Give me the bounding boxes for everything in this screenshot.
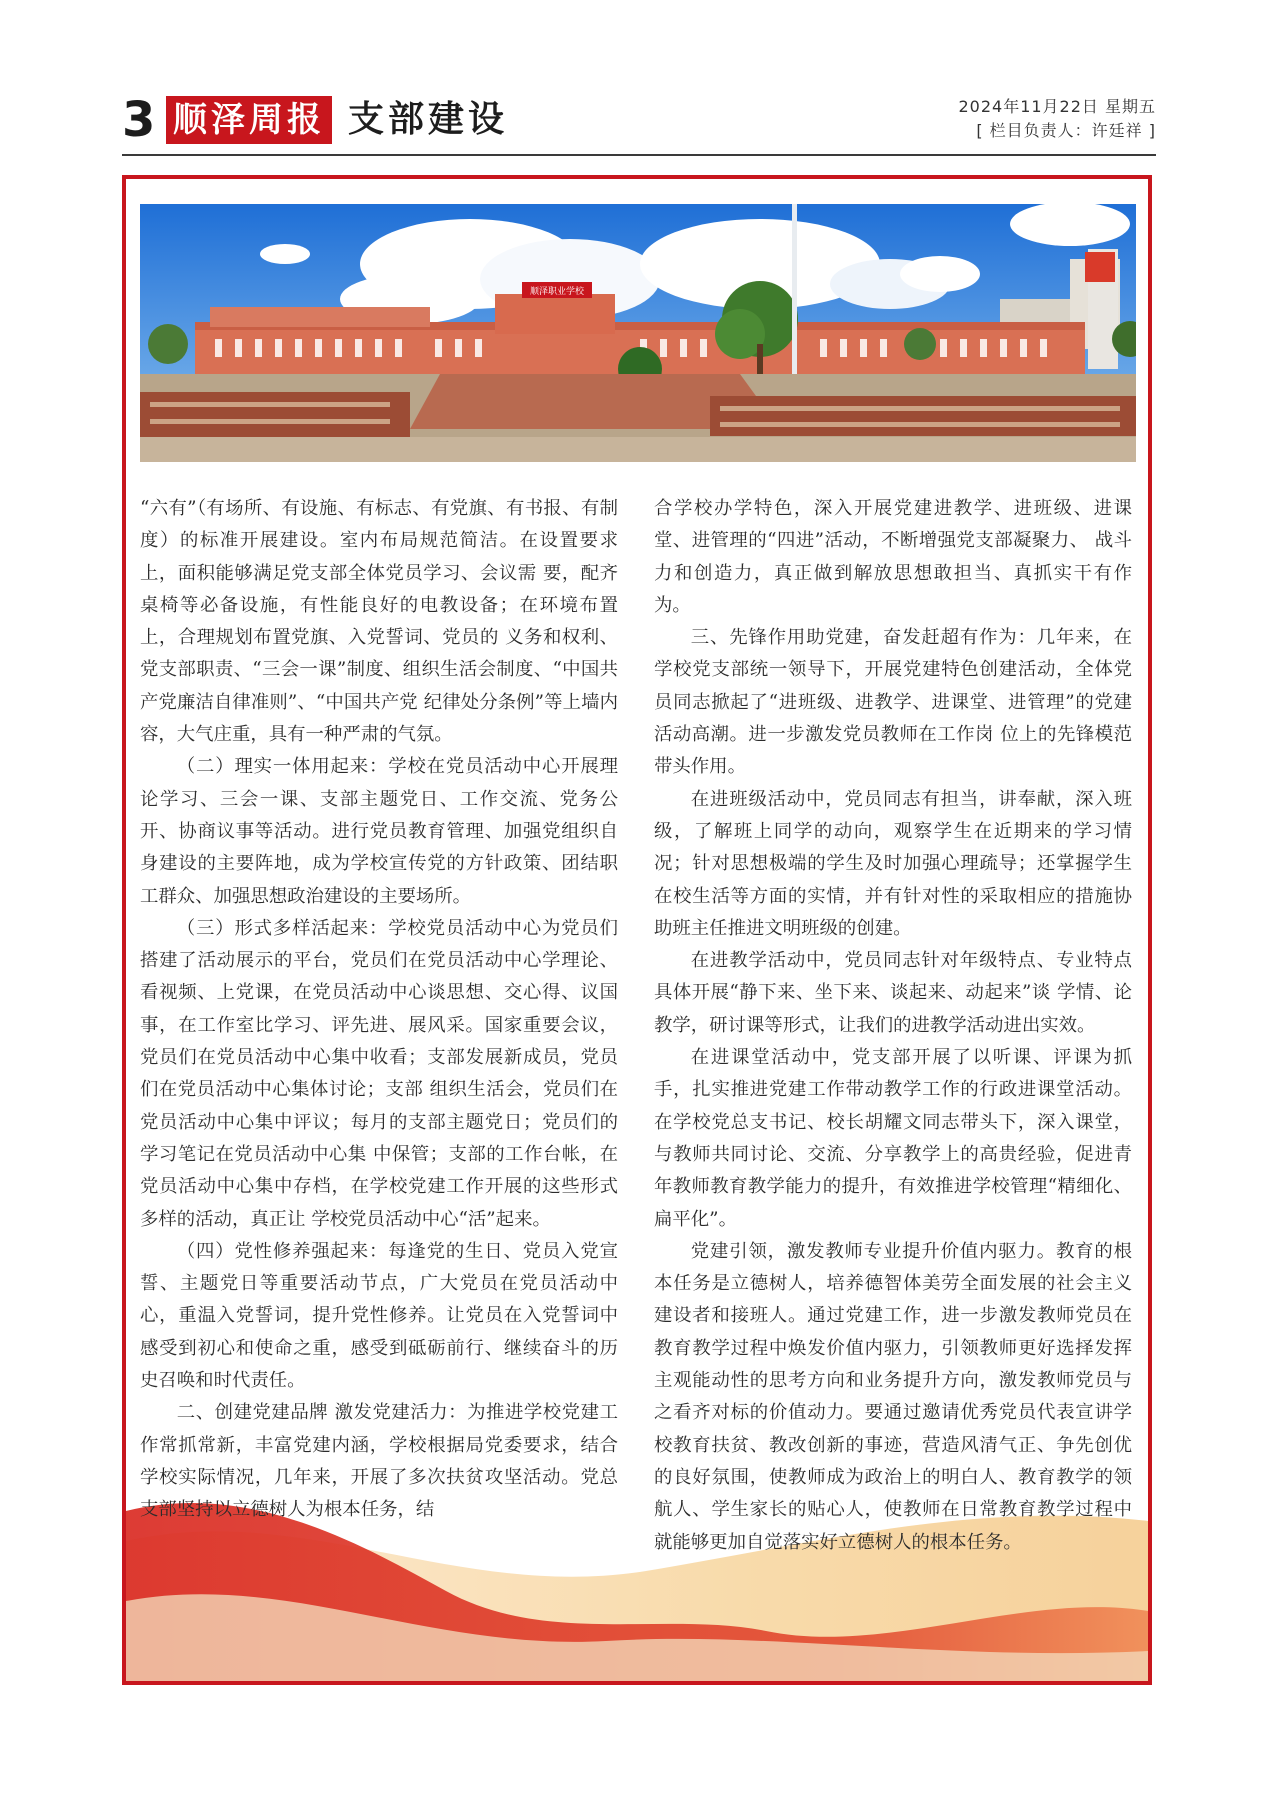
- paragraph: 在进教学活动中，党员同志针对年级特点、专业特点具体开展“静下来、坐下来、谈起来、动起来”谈 学情、论教学，研讨课等形式，让我们的进教学活动进出实效。: [654, 950, 1132, 1036]
- article-body: [126, 179, 1148, 1681]
- content-frame: [122, 175, 1152, 1685]
- paragraph: 党建引领，激发教师专业提升价值内驱力。教育的根本任务是立德树人，培养德智体美劳全面发展的社会主义建设者和接班人。通过党建工作，进一步激发教师党员在教育教学过程中焕发价值内驱力，引领教师更好选择发挥主观能动性的思考方向和业务提升方向，激发教师党员与之看齐对标的价值动力。要通过邀请优秀党员代表宣讲学校教育扶贫、教改创新的事迹，营造风清气正、争先创优的良好氛围，使教师成为政治上的明白人、教育教学的领航人、学生家长的贴心人，使教师在日常教育教学过程中就能够更加自觉落实好立德树人的根本任务。: [654, 1240, 1132, 1553]
- paragraph: 在进班级活动中，党员同志有担当，讲奉献，深入班级，了解班上同学的动向，观察学生在近期来的学习情况；针对思想极端的学生及时加强心理疏导；还掌握学生在校生活等方面的实情，并有针对性的采取相应的措施协助班主任推进文明班级的创建。: [654, 788, 1132, 939]
- newspaper-logo: 顺泽周报: [166, 96, 332, 144]
- column-editor: [ 栏目负责人：许廷祥 ]: [976, 121, 1156, 140]
- section-title: 支部建设: [348, 99, 509, 140]
- article-column-right: [654, 493, 1132, 1559]
- masthead: [122, 90, 1156, 152]
- paragraph: 在进课堂活动中，党支部开展了以听课、评课为抓手，扎实推进党建工作带动教学工作的行政进课堂活动。在学校党总支书记、校长胡耀文同志带头下，深入课堂，与教师共同讨论、交流、分享教学上的高贵经验，促进青年教师教育教学能力的提升，有效推进学校管理“精细化、扁平化”。: [654, 1047, 1132, 1230]
- paragraph: （三）形式多样活起来：学校党员活动中心为党员们搭建了活动展示的平台，党员们在党员活动中心学理论、看视频、上党课，在党员活动中心谈思想、交心得、议国事，在工作室比学习、评先进、展风采。国家重要会议，党员们在党员活动中心集中收看；支部发展新成员，党员们在党员活动中心集体讨论；支部 组织生活会，党员们在党员活动中心集中评议；每月的支部主题党日；党员们的学习笔记在党员活动中心集 中保管；支部的工作台帐，在党员活动中心集中存档，在学校党建工作开展的这些形式多样的活动，真正让 学校党员活动中心“活”起来。: [140, 917, 618, 1230]
- article-column-left: [140, 493, 618, 1527]
- paragraph: 二、创建党建品牌 激发党建活力：为推进学校党建工作常抓常新，丰富党建内涵，学校根据局党委要求，结合学校实际情况，几年来，开展了多次扶贫攻坚活动。党总支部坚持以立德树人为根本任务，结: [140, 1402, 618, 1521]
- issue-date: 2024年11月22日 星期五: [958, 97, 1156, 116]
- page-number: 3: [122, 92, 156, 148]
- paragraph: 三、先锋作用助党建，奋发赶超有作为：几年来，在学校党支部统一领导下，开展党建特色创建活动，全体党员同志掀起了“进班级、进教学、进课堂、进管理”的党建活动高潮。进一步激发党员教师在工作岗 位上的先锋模范带头作用。: [654, 627, 1132, 778]
- paragraph: “六有”（有场所、有设施、有标志、有党旗、有书报、有制度）的标准开展建设。室内布局规范简洁。在设置要求上，面积能够满足党支部全体党员学习、会议需 要，配齐桌椅等必备设施，有性能良好的电教设备；在环境布置上，合理规划布置党旗、入党誓词、党员的 义务和权利、党支部职责、“三会一课”制度、组织生活会制度、“中国共产党廉洁自律准则”、“中国共产党 纪律处分条例”等上墙内容，大气庄重，具有一种严肃的气氛。: [140, 498, 618, 746]
- building-sign: 顺泽职业学校: [529, 287, 585, 297]
- paragraph: （四）党性修养强起来：每逢党的生日、党员入党宣誓、主题党日等重要活动节点，广大党员在党员活动中心，重温入党誓词，提升党性修养。让党员在入党誓词中感受到初心和使命之重，感受到砥砺前行、继续奋斗的历史召唤和时代责任。: [140, 1240, 618, 1392]
- paragraph: 合学校办学特色，深入开展党建进教学、进班级、进课堂、进管理的“四进”活动，不断增强党支部凝聚力、 战斗力和创造力，真正做到解放思想敢担当、真抓实干有作为。: [654, 498, 1132, 616]
- paragraph: （二）理实一体用起来：学校在党员活动中心开展理论学习、三会一课、支部主题党日、工作交流、党务公开、协商议事等活动。进行党员教育管理、加强党组织自身建设的主要阵地，成为学校宣传党的方针政策、团结职工群众、加强思想政治建设的主要场所。: [140, 756, 618, 907]
- header-rule: [122, 154, 1156, 156]
